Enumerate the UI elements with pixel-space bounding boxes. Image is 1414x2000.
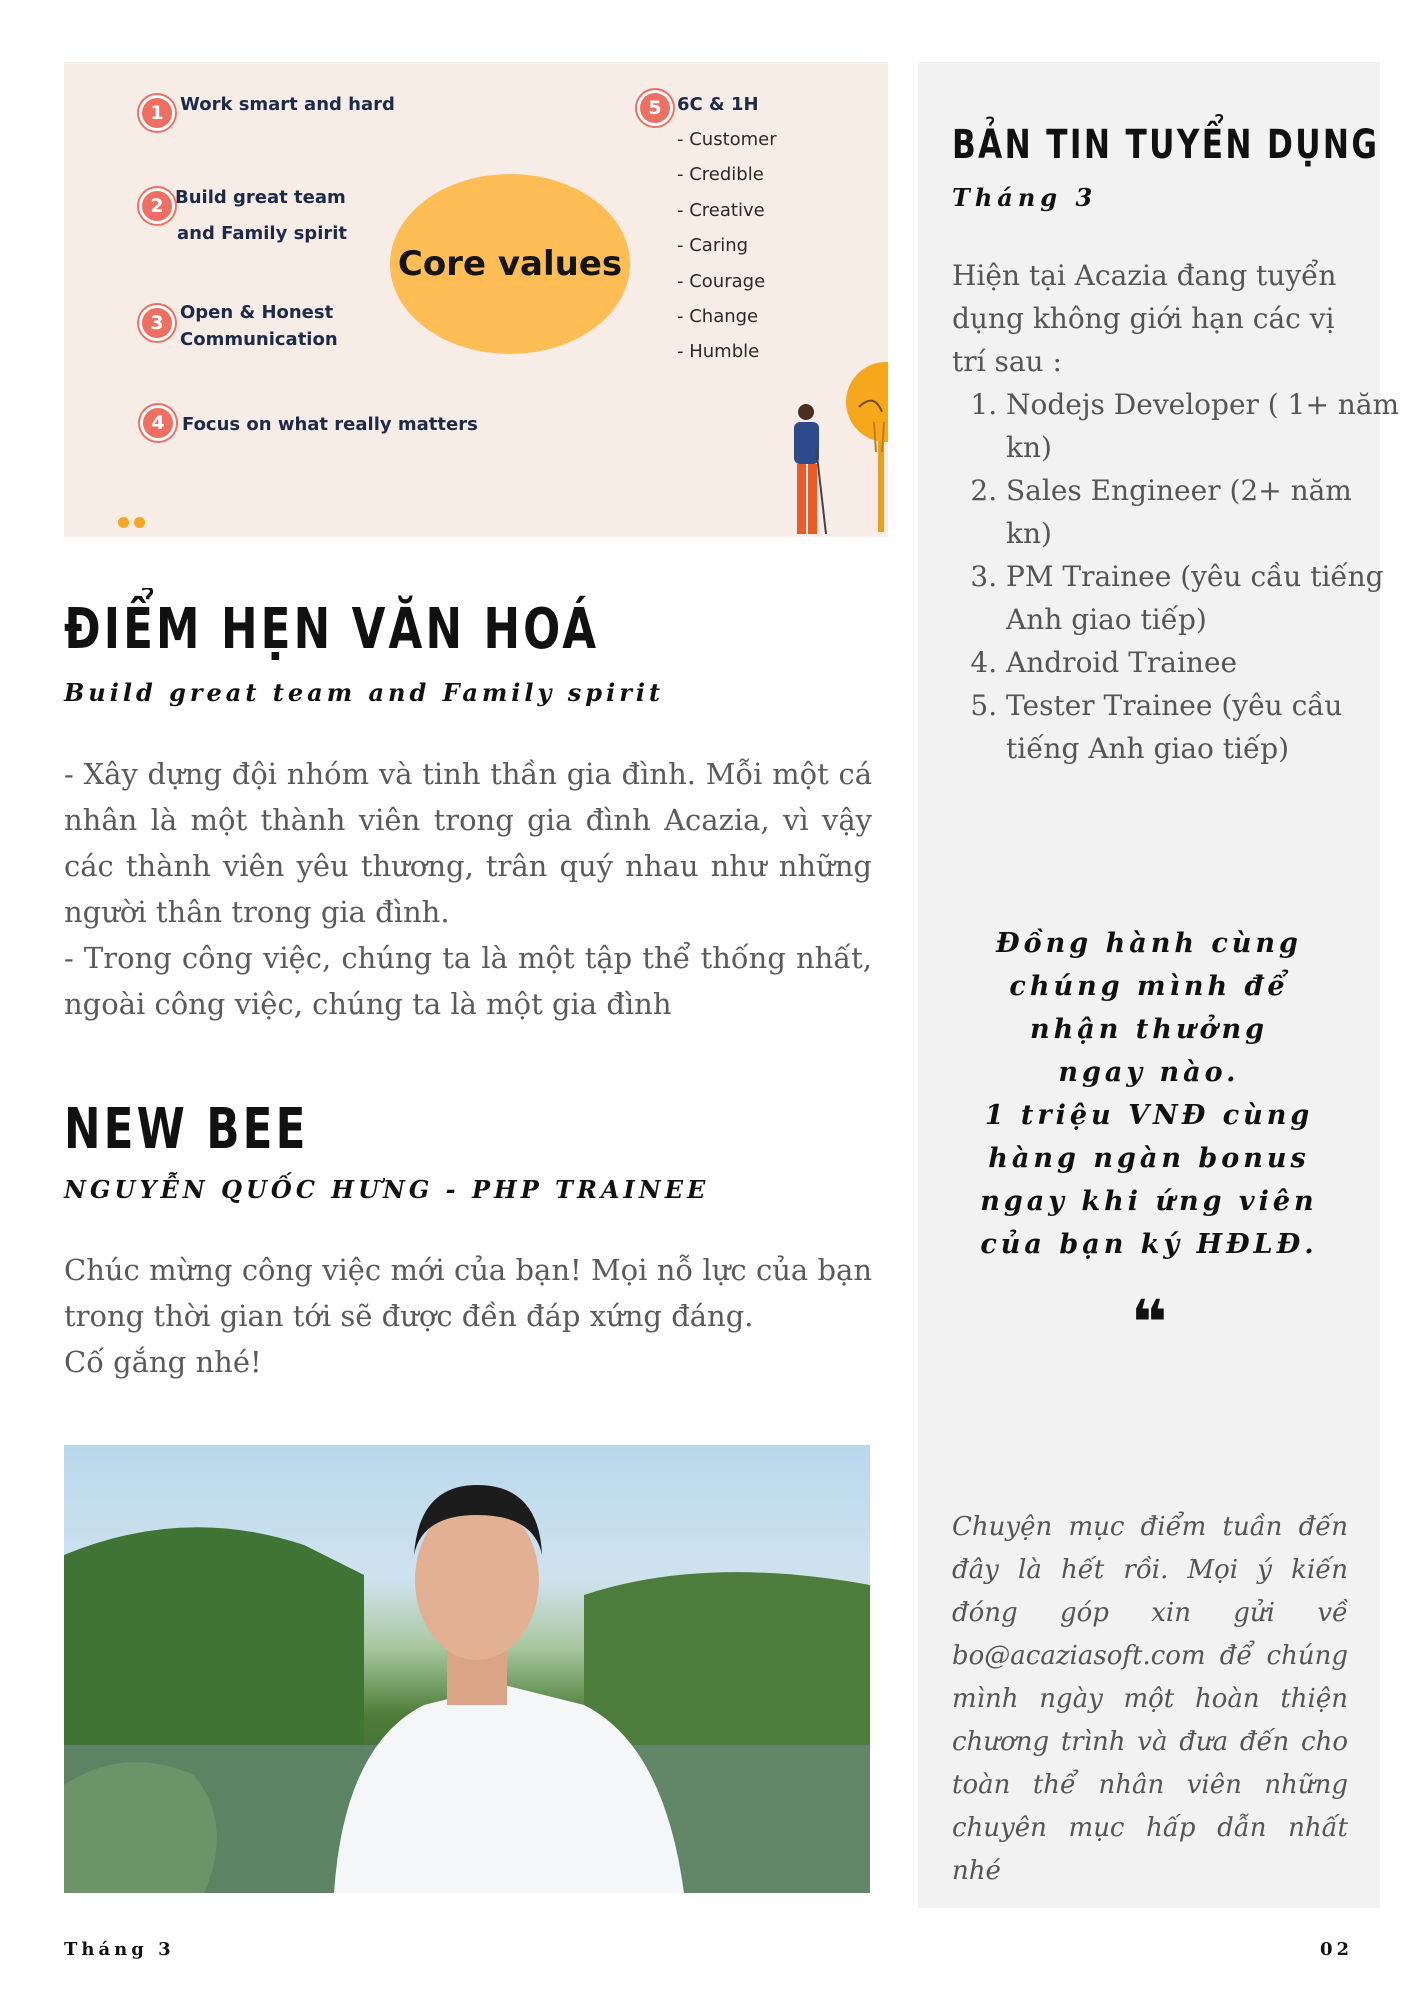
new-member-photo: [64, 1445, 870, 1893]
value-item-3-line-2: Communication: [180, 329, 338, 350]
value-sub-change: - Change: [677, 306, 759, 327]
promo-line: hàng ngàn bonus: [988, 1143, 1310, 1174]
promo-line: của bạn ký HĐLĐ.: [980, 1229, 1318, 1260]
culture-title: ĐIỂM HẸN VĂN HOÁ: [64, 597, 600, 662]
value-number-4: 4: [140, 405, 176, 441]
job-item: 1. Nodejs Developer ( 1+ năm kn): [1006, 383, 1406, 469]
photo-portrait: [64, 1445, 870, 1893]
culture-paragraph-1: - Xây dựng đội nhóm và tinh thần gia đình. Mỗi một cá nhân là một thành viên trong gia đình Acazia, vì vậy các thành viên yêu thương, trân quý nhau như những người thân trong gia đình.: [64, 757, 872, 929]
value-number-3: 3: [139, 305, 175, 341]
slide-dot-1: [118, 517, 129, 528]
recruitment-month: Tháng 3: [952, 183, 1098, 212]
recruitment-intro: Hiện tại Acazia đang tuyển dụng không giới hạn các vị trí sau :: [952, 259, 1337, 378]
value-item-4: Focus on what really matters: [182, 414, 478, 435]
job-item: 5. Tester Trainee (yêu cầu tiếng Anh giao tiếp): [1006, 684, 1406, 770]
newbee-title: NEW BEE: [64, 1097, 309, 1162]
core-values-banner: [64, 62, 888, 537]
promo-line: Đồng hành cùng: [996, 928, 1302, 959]
promo-line: nhận thưởng: [1029, 1014, 1269, 1045]
core-values-circle: [390, 174, 630, 354]
value-sub-customer: - Customer: [677, 129, 777, 150]
value-item-1: Work smart and hard: [180, 94, 395, 115]
closing-note: Chuyện mục điểm tuần đến đây là hết rồi. Mọi ý kiến đóng góp xin gửi về bo@acaziasoft.com để chúng mình ngày một hoàn thiện chương trình và đưa đến cho toàn thể nhân viên những chuyên mục hấp dẫn nhất nhé: [952, 1512, 1348, 1886]
value-sub-creative: - Creative: [677, 200, 765, 221]
lightbulb-person-illustration: [764, 352, 888, 537]
page-number: 02: [1320, 1939, 1354, 1960]
quote-icon: ❝: [1130, 1286, 1168, 1359]
value-number-1: 1: [139, 95, 175, 131]
recruitment-sidebar: [918, 62, 1400, 1908]
value-item-3-line-1: Open & Honest: [180, 302, 334, 323]
value-item-2-line-1: Build great team: [175, 187, 346, 208]
promo-line: chúng mình để: [1009, 971, 1289, 1002]
job-list: [952, 383, 1406, 770]
referral-promo: [938, 922, 1360, 1266]
core-values-label: Core values: [397, 244, 623, 284]
culture-paragraph-2: - Trong công việc, chúng ta là một tập thể thống nhất, ngoài công việc, chúng ta là một gia đình: [64, 941, 872, 1021]
value-number-2: 2: [139, 188, 175, 224]
value-number-5: 5: [637, 90, 673, 126]
slide-dot-2: [134, 517, 145, 528]
value-sub-humble: - Humble: [677, 341, 760, 362]
value-sub-caring: - Caring: [677, 235, 749, 256]
recruitment-title: BẢN TIN TUYỂN DỤNG: [952, 122, 1380, 168]
newbee-paragraph-1: Chúc mừng công việc mới của bạn! Mọi nỗ lực của bạn trong thời gian tới sẽ được đền đáp xứng đáng.: [64, 1253, 872, 1333]
job-item: 4. Android Trainee: [1006, 641, 1406, 684]
promo-line: ngay khi ứng viên: [980, 1186, 1318, 1217]
value-item-2-line-2: and Family spirit: [177, 223, 348, 244]
value-sub-credible: - Credible: [677, 164, 764, 185]
newbee-paragraph-2: Cố gắng nhé!: [64, 1345, 262, 1379]
value-sub-courage: - Courage: [677, 271, 766, 292]
job-item: 2. Sales Engineer (2+ năm kn): [1006, 469, 1406, 555]
value-item-5: 6C & 1H: [677, 94, 759, 115]
culture-subtitle: Build great team and Family spirit: [64, 678, 665, 707]
promo-line: ngay nào.: [1058, 1057, 1240, 1088]
job-item: 3. PM Trainee (yêu cầu tiếng Anh giao tiếp): [1006, 555, 1406, 641]
promo-line: 1 triệu VNĐ cùng: [984, 1100, 1314, 1131]
footer-month: Tháng 3: [64, 1939, 175, 1960]
newbee-subtitle: NGUYỄN QUỐC HƯNG - PHP TRAINEE: [64, 1175, 710, 1204]
